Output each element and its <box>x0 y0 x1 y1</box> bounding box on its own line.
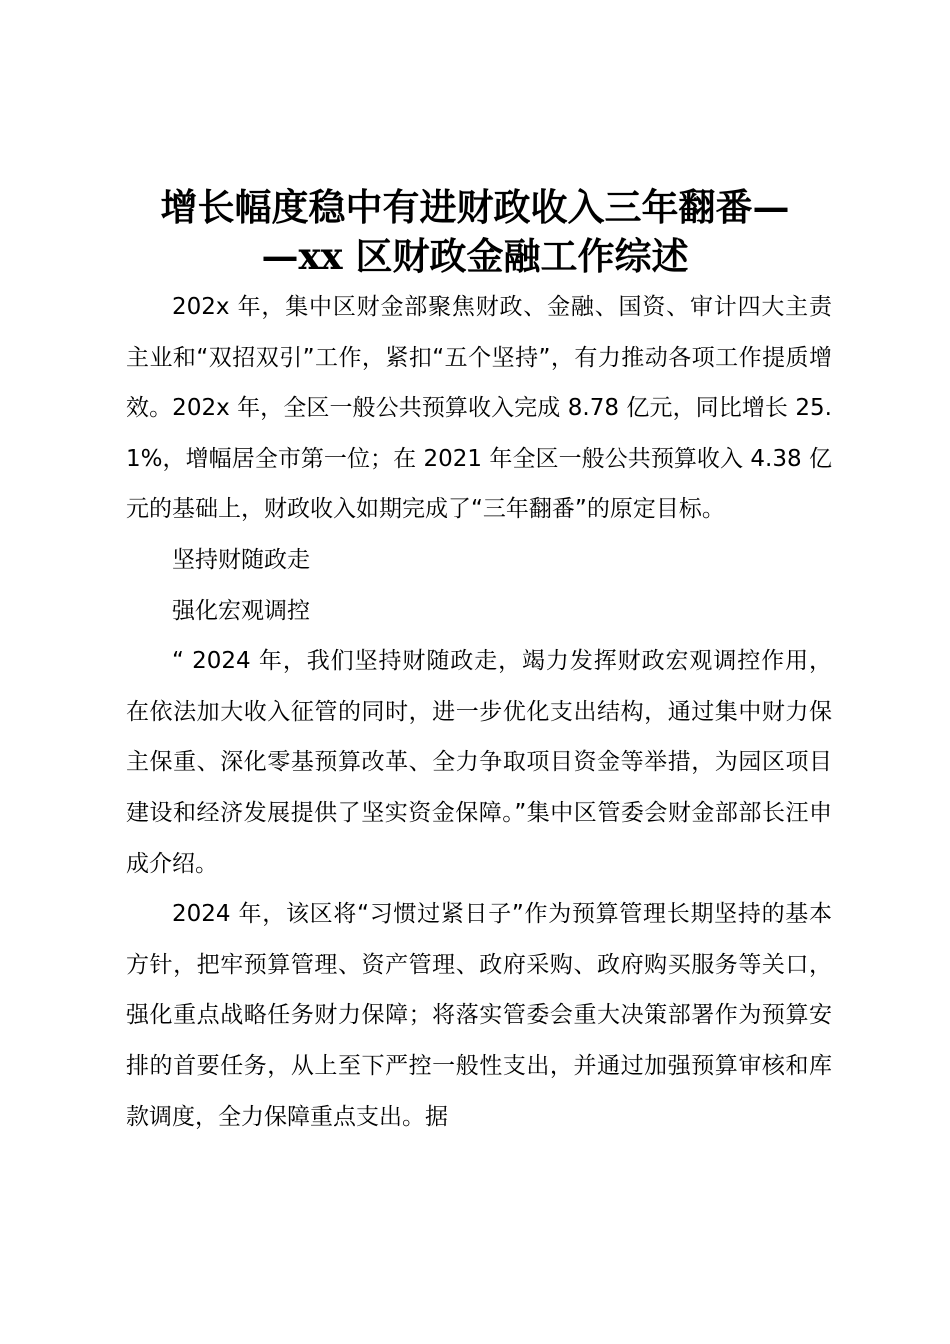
section-heading-1: 坚持财随政走 <box>172 546 310 573</box>
paragraph-budget: 2024 年，该区将“习惯过紧日子”作为预算管理长期坚持的基本方针，把牢预算管理、资产管理、政府采购、政府购买服务等关口，强化重点战略任务财力保障；将落实管委会重大决策部署作为预算安排的首要任务，从上至下严控一般性支出，并通过加强预算审核和库款调度，全力保障重点支出。据 <box>126 901 832 1130</box>
title-line-2: —xx 区财政金融工作综述 <box>261 234 689 278</box>
paragraph-intro: 202x 年，集中区财金部聚焦财政、金融、国资、审计四大主责主业和“双招双引”工作，紧扣“五个坚持”，有力推动各项工作提质增效。202x 年，全区一般公共预算收入完成 8.78 亿元，同比增长 25.1%，增幅居全市第一位；在 2021 年全区一般公共预算收入 4.38 亿元的基础上，财政收入如期完成了“三年翻番”的原定目标。 <box>126 294 832 523</box>
section-heading-2: 强化宏观调控 <box>172 597 310 624</box>
paragraph-quote: “ 2024 年，我们坚持财随政走，竭力发挥财政宏观调控作用，在依法加大收入征管的同时，进一步优化支出结构，通过集中财力保主保重、深化零基预算改革、全力争取项目资金等举措，为园区项目建设和经济发展提供了坚实资金保障。”集中区管委会财金部部长汪申成介绍。 <box>126 648 832 877</box>
title-line-1: 增长幅度稳中有进财政收入三年翻番— <box>160 185 790 229</box>
document-body <box>126 282 832 1142</box>
document-title <box>110 183 840 281</box>
